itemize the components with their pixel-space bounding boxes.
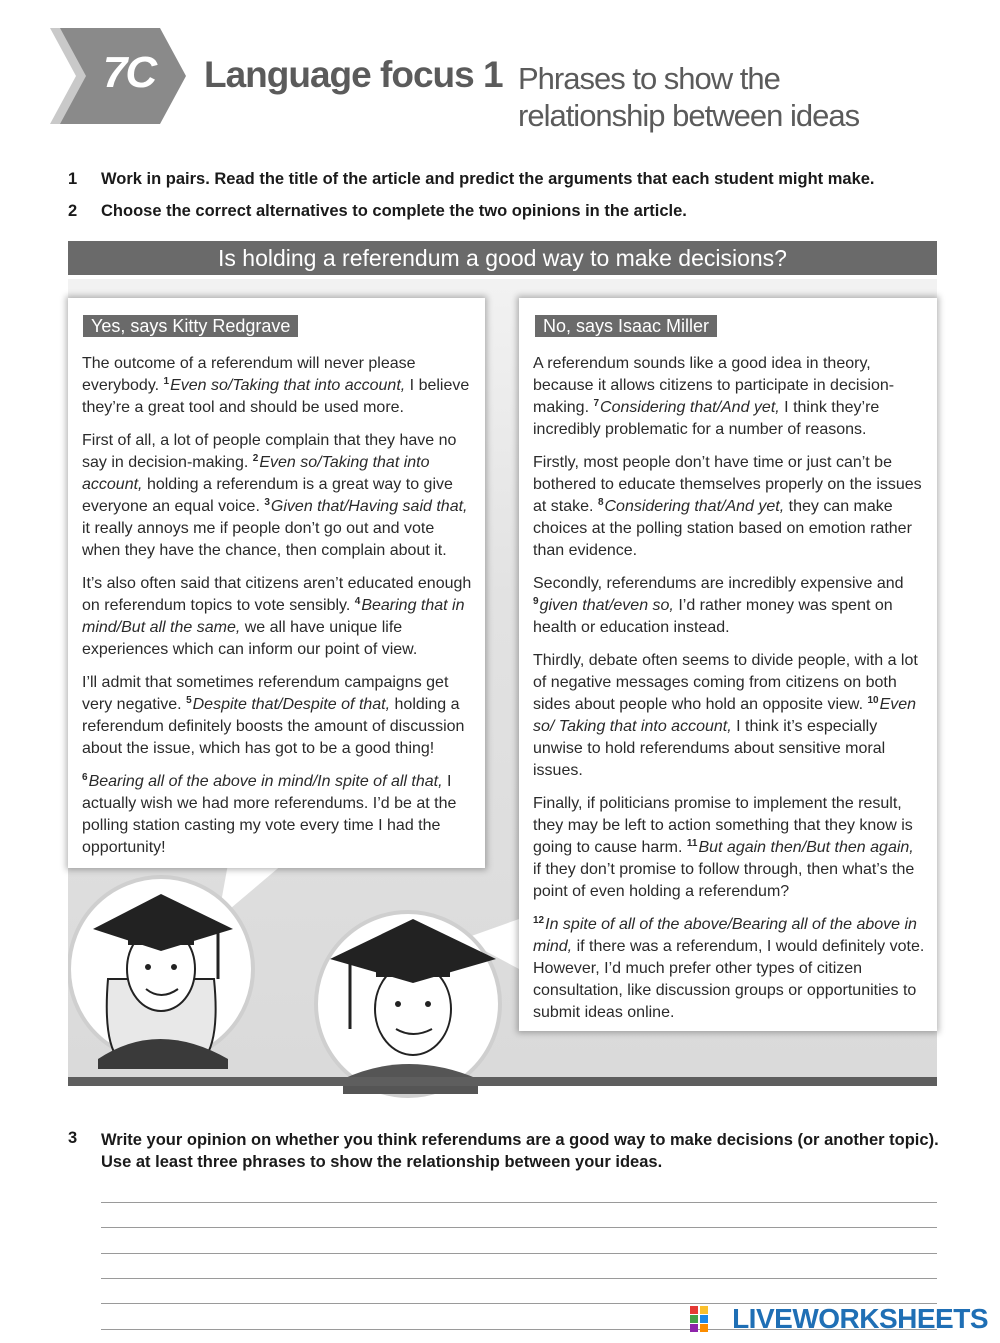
- paragraph: [533, 650, 925, 782]
- liveworksheets-logo-icon: [690, 1306, 718, 1332]
- paragraph: [82, 430, 474, 562]
- lesson-title: Language focus 1: [204, 54, 503, 95]
- paragraph: [533, 353, 925, 441]
- writing-line[interactable]: [101, 1253, 937, 1254]
- text: First of all, a lot of people complain that they have no say in decision-making.: [82, 432, 457, 471]
- gap-alternatives[interactable]: Even so/Taking that into account,: [170, 377, 406, 394]
- text: A referendum sounds like a good idea in theory, because it allows citizens to participate in decision-making.: [533, 355, 895, 416]
- opinion-panel-no: [519, 298, 937, 1031]
- writing-line[interactable]: [101, 1227, 937, 1228]
- text: I think they’re incredibly problematic for a number of reasons.: [533, 399, 880, 438]
- writing-line[interactable]: [101, 1202, 937, 1203]
- lesson-subtitle-line1: Phrases to show the: [518, 61, 780, 96]
- text: it really annoys me if people don’t go out and vote when they have the chance, then complain about it.: [82, 520, 447, 559]
- gap-number: 11: [686, 838, 698, 849]
- instruction-text: Write your opinion on whether you think referendums are a good way to make decisions (or another topic). Use at least three phrases to show the relationship between your ideas.: [101, 1131, 939, 1171]
- paragraph: [82, 353, 474, 419]
- paragraph: [533, 914, 925, 1024]
- text: they can make choices at the polling station based on emotion rather than evidence.: [533, 498, 912, 559]
- gap-alternatives[interactable]: Despite that/Despite of that,: [192, 696, 391, 713]
- text: The outcome of a referendum will never please everybody.: [82, 355, 416, 394]
- gap-number: 12: [533, 915, 545, 926]
- text: if there was a referendum, I would definitely vote. However, I’d much prefer other types of citizen consultation, like discussion groups or opportunities to submit ideas online.: [533, 938, 925, 1021]
- gap-number: 10: [867, 695, 879, 706]
- gap-number: 3: [264, 497, 270, 508]
- instruction-number: 1: [68, 170, 78, 188]
- paragraph: [533, 573, 925, 639]
- panel-tag: No, says Isaac Miller: [535, 315, 717, 337]
- gap-number: 9: [533, 596, 539, 607]
- unit-code: 7C: [102, 48, 156, 97]
- gap-number: 7: [593, 398, 600, 409]
- panel-body: [82, 353, 474, 870]
- article-title: Is holding a referendum a good way to make decisions?: [68, 241, 937, 275]
- text: It’s also often said that citizens aren’t educated enough on referendum topics to vote sensibly.: [82, 575, 472, 614]
- gap-number: 8: [597, 497, 604, 508]
- gap-alternatives[interactable]: Considering that/And yet,: [604, 498, 785, 515]
- instruction-number: 2: [68, 202, 78, 220]
- paragraph: [82, 672, 474, 760]
- gap-alternatives[interactable]: In spite of all of the above/Bearing all of the above in mind,: [533, 916, 917, 955]
- text: I believe they’re a great tool and should be used more.: [82, 377, 470, 416]
- gap-alternatives[interactable]: Considering that/And yet,: [600, 399, 780, 416]
- gap-alternatives[interactable]: Even so/ Taking that into account,: [533, 696, 917, 735]
- gap-number: 2: [252, 453, 259, 464]
- gap-alternatives[interactable]: Bearing all of the above in mind/In spite of all that,: [88, 773, 443, 790]
- text: Thirdly, debate often seems to divide people, with a lot of negative messages coming from citizens on both sides about people who hold an opposite view.: [533, 652, 918, 713]
- writing-line[interactable]: [101, 1278, 937, 1279]
- gap-alternatives[interactable]: But again then/But then again,: [698, 839, 914, 856]
- opinion-panel-yes: [68, 298, 485, 868]
- text: I’d rather money was spent on health or education instead.: [533, 597, 893, 636]
- text: I actually wish we had more referendums. I’d be at the polling station casting my vote every time I had the opportunity!: [82, 773, 457, 856]
- gap-alternatives[interactable]: Even so/Taking that into account,: [82, 454, 430, 493]
- instruction-number: 3: [68, 1129, 78, 1147]
- paragraph: [82, 771, 474, 859]
- panel-body: [533, 353, 925, 1035]
- text: holding a referendum is a great way to give everyone an equal voice.: [82, 476, 453, 515]
- isaac-portrait: [316, 912, 500, 1096]
- text: Firstly, most people don’t have time or just can’t be bothered to educate themselves properly on the issues at stake.: [533, 454, 922, 515]
- gap-alternatives[interactable]: Bearing that in mind/But all the same,: [82, 597, 465, 636]
- gap-number: 5: [186, 695, 192, 706]
- kitty-portrait: [69, 877, 253, 1069]
- panel-tag: Yes, says Kitty Redgrave: [83, 315, 298, 337]
- instruction-text: Work in pairs. Read the title of the article and predict the arguments that each student might make.: [101, 170, 875, 188]
- lesson-subtitle: [518, 60, 938, 134]
- instruction-text: Choose the correct alternatives to complete the two opinions in the article.: [101, 202, 687, 220]
- brand-wordmark: LIVEWORKSHEETS: [732, 1303, 988, 1334]
- paragraph: [82, 573, 474, 661]
- paragraph: [533, 452, 925, 562]
- text: if they don’t promise to follow through, then what’s the point of even holding a referendum?: [533, 861, 915, 900]
- gap-alternatives[interactable]: Given that/Having said that,: [270, 498, 468, 515]
- text: Secondly, referendums are incredibly expensive and: [533, 575, 904, 592]
- text: I’ll admit that sometimes referendum campaigns get very negative.: [82, 674, 449, 713]
- text: we all have unique life experiences which can inform our point of view.: [82, 619, 418, 658]
- lesson-subtitle-line2: relationship between ideas: [518, 98, 860, 133]
- text: I think it’s especially unwise to hold referendums about sensitive moral issues.: [533, 718, 886, 779]
- gap-number: 4: [354, 596, 361, 607]
- divider: [68, 1077, 937, 1086]
- gap-number: 6: [82, 772, 88, 783]
- text: Finally, if politicians promise to implement the result, they may be left to action something that they know is going to cause harm.: [533, 795, 913, 856]
- gap-number: 1: [163, 376, 170, 387]
- gap-alternatives[interactable]: given that/even so,: [539, 597, 674, 614]
- text: holding a referendum definitely boosts the amount of discussion about the issue, which has got to be a good thing!: [82, 696, 465, 757]
- paragraph: [533, 793, 925, 903]
